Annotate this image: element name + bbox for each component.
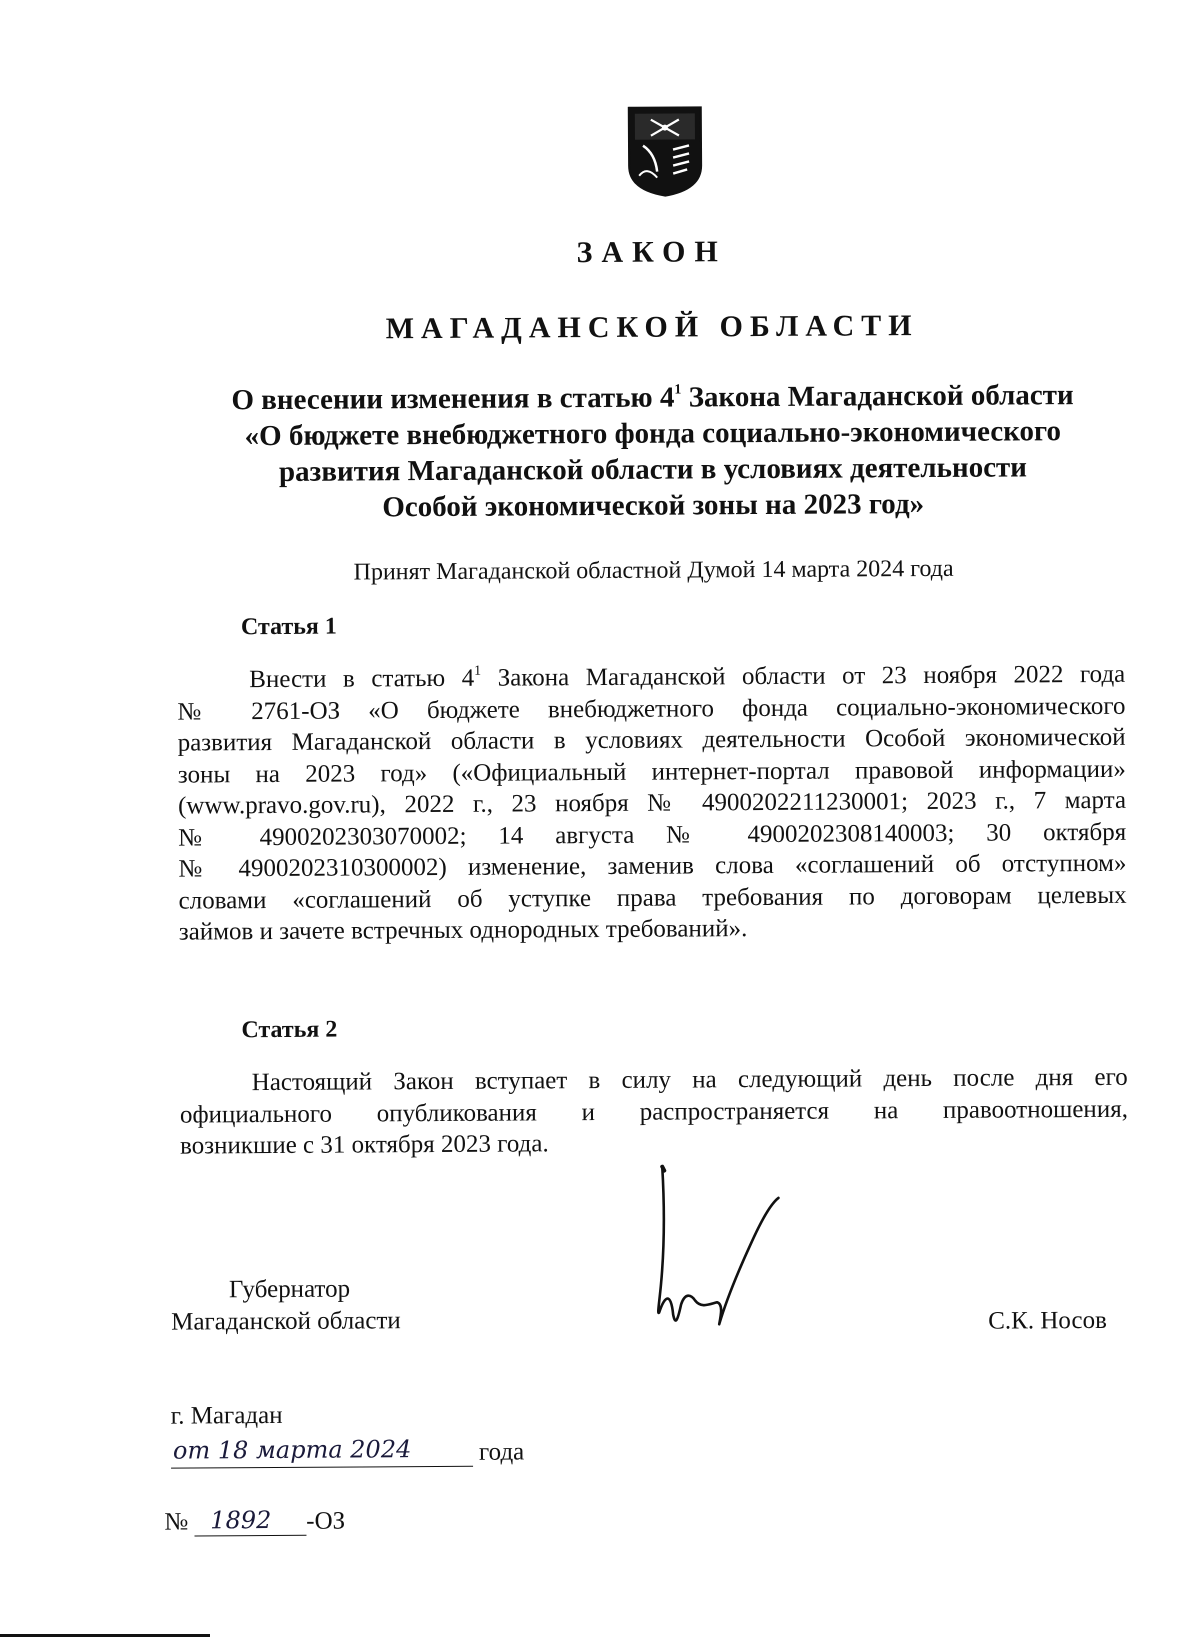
text-line: зоны на 2023 год» («Официальный интернет-портал правовой информации»: [177, 755, 1126, 789]
coat-of-arms-emblem: [627, 105, 704, 197]
law-title-line: развития Магаданской области в условиях деятельности: [278, 451, 1028, 488]
handwritten-signature: [650, 1164, 831, 1365]
signing-city: г. Магадан: [170, 1401, 283, 1430]
law-title-line: Особой экономической зоны на 2023 год»: [382, 488, 925, 524]
text-line: № 4900202303070002; 14 августа № 4900202308140003; 30 октября: [178, 818, 1127, 852]
number-suffix: -ОЗ: [306, 1507, 346, 1535]
region-heading: МАГАДАНСКОЙ ОБЛАСТИ: [385, 309, 919, 346]
law-title-line: «О бюджете внебюджетного фонда социально-экономического: [244, 415, 1062, 453]
law-title: [172, 377, 1133, 527]
text-line: № 4900202310300002) изменение, заменив слова «соглашений об отступном»: [178, 849, 1127, 883]
article-1-heading: Статья 1: [240, 613, 337, 641]
text-line: (www.pravo.gov.ru), 2022 г., 23 ноября № 4900202211230001; 2023 г., 7 марта: [177, 786, 1127, 820]
article-2-text: [180, 1062, 1129, 1162]
text-line: возникшие с 31 октября 2023 года.: [180, 1130, 549, 1160]
law-number: [164, 1506, 345, 1537]
text-line: Внести в статью $4^1$ Закона Магаданской области от 23 ноября 2022 года: [249, 660, 1126, 694]
number-prefix: №: [164, 1508, 189, 1536]
signatory-position: [171, 1273, 401, 1338]
signing-date: [171, 1433, 524, 1468]
handwritten-number: 1892: [194, 1506, 306, 1537]
text-line: № 2761-ОЗ «О бюджете внебюджетного фонда социально-экономического: [177, 692, 1126, 726]
scan-edge-bar: [0, 1634, 210, 1637]
text-line: словами «соглашений об уступке права требования по договорам целевых: [178, 881, 1127, 915]
article-1-text: [177, 659, 1127, 948]
position-line: Магаданской области: [171, 1307, 401, 1336]
date-suffix: года: [478, 1438, 525, 1466]
document-type-heading: ЗАКОН: [576, 235, 727, 270]
article-2-heading: Статья 2: [241, 1016, 338, 1044]
text-line: официального опубликования и распространяется на правоотношения,: [179, 1095, 1128, 1129]
handwritten-date: от 18 марта 2024: [171, 1434, 473, 1469]
signatory-name: С.К. Носов: [988, 1306, 1107, 1335]
law-title-line: О внесении изменения в статью $4^1$ Закона Магаданской области: [231, 379, 1074, 417]
text-line: займов и зачете встречных однородных требований».: [178, 915, 748, 946]
position-line: Губернатор: [228, 1275, 351, 1304]
text-line: Настоящий Закон вступает в силу на следующий день после дня его: [251, 1063, 1128, 1097]
text-line: развития Магаданской области в условиях деятельности Особой экономической: [177, 723, 1126, 757]
adoption-statement: Принят Магаданской областной Думой 14 марта 2024 года: [353, 555, 954, 586]
